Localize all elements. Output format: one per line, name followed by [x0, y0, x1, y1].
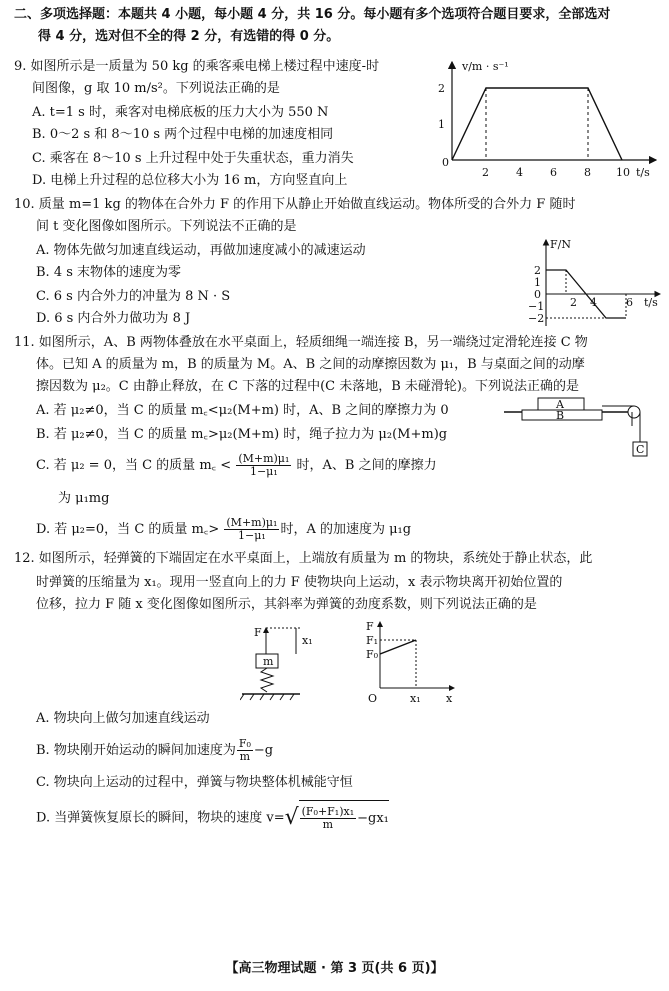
q11-option-c-line2: 为 μ₁mg [58, 491, 110, 506]
q11-option-d-numerator: (M+m)μ₁ [226, 516, 278, 529]
q10-ytick-neg1: −1 [528, 300, 545, 313]
q9-stem-line2: 间图像，g 取 10 m/s²。下列说法正确的是 [32, 81, 280, 96]
q12-fig-hatch-5 [280, 694, 284, 700]
q11-label-c: C [636, 443, 645, 456]
q12-fig-hatch-1 [240, 694, 244, 700]
q12-graph-f0-label: F₀ [366, 648, 379, 661]
q12-graph-x1-label: x₁ [410, 692, 421, 705]
q12-fig-mass-label: m [263, 655, 274, 668]
q9-xlabel: t/s [636, 166, 650, 179]
q9-ytick-1: 1 [438, 118, 445, 131]
q9-option-d: D. 电梯上升过程的总位移大小为 16 m，方向竖直向上 [32, 173, 348, 188]
q10-ytick-2: 2 [534, 264, 541, 277]
q9-xtick-10: 10 [616, 166, 630, 179]
q11-option-c-suffix: 时，A、B 之间的摩擦力 [292, 458, 437, 473]
q12-option-d [36, 800, 389, 836]
section-heading-line2: 得 4 分，选对但不全的得 2 分，有选错的得 0 分。 [38, 29, 340, 44]
q10-ytick-neg2: −2 [528, 312, 545, 325]
q12-option-d-radicand [299, 800, 389, 836]
q11-label-b: B [556, 409, 565, 422]
q12-graph-x-label: x [446, 692, 453, 705]
q10-xtick-2: 2 [570, 296, 577, 309]
q12-fig-hatch-3 [260, 694, 264, 700]
q12-option-a: A. 物块向上做匀加速直线运动 [36, 711, 210, 726]
q10-xtick-6: 6 [626, 296, 633, 309]
q9-xtick-8: 8 [584, 166, 591, 179]
q9-ytick-2: 2 [438, 82, 445, 95]
q9-origin: 0 [442, 156, 449, 169]
q12-force-line [380, 640, 416, 654]
q12-option-c: C. 物块向上运动的过程中，弹簧与物块整体机械能守恒 [36, 775, 353, 790]
q11-option-c-fraction [236, 453, 291, 478]
q12-option-b-prefix: B. 物块刚开始运动的瞬间加速度为 [36, 743, 236, 758]
q11-stem-line2: 体。已知 A 的质量为 m，B 的质量为 M。A、B 之间的动摩擦因数为 μ₁，B 与桌面之间的动摩 [36, 357, 585, 372]
q12-fig-force-label: F [254, 626, 262, 639]
q10-xlabel: t/s [644, 296, 658, 309]
q12-option-b-numerator: F₀ [238, 737, 251, 750]
q11-pulley [628, 406, 640, 418]
q10-force-time-graph [520, 236, 664, 332]
q11-stem-line3: 擦因数为 μ₂。C 由静止释放，在 C 下落的过程中(C 未落地，B 未碰滑轮)。下列说法正确的是 [36, 379, 579, 394]
q12-fig-spring [261, 668, 273, 692]
q9-velocity-time-graph [430, 56, 662, 196]
q9-stem-line1: 9. 如图所示是一质量为 50 kg 的乘客乘电梯上楼过程中速度-时 [14, 59, 380, 74]
q11-option-c-denominator: 1−μ₁ [249, 465, 278, 478]
q11-option-d-fraction [224, 517, 279, 542]
q11-option-d [36, 516, 411, 544]
section-heading-line1: 二、多项选择题：本题共 4 小题，每小题 4 分，共 16 分。每小题有多个选项符合题目要求，全部选对 [14, 7, 611, 22]
q10-xtick-4: 4 [590, 296, 597, 309]
q9-option-c: C. 乘客在 8～10 s 上升过程中处于失重状态，重力消失 [32, 151, 354, 166]
q11-option-b: B. 若 μ₂≠0，当 C 的质量 m꜀>μ₂(M+m) 时，绳子拉力为 μ₂(M+m)g [36, 427, 448, 442]
q12-fig-hatch-6 [290, 694, 294, 700]
q11-option-d-denominator: 1−μ₁ [238, 529, 266, 542]
q9-xtick-6: 6 [550, 166, 557, 179]
q11-option-a: A. 若 μ₂≠0，当 C 的质量 m꜀<μ₂(M+m) 时，A、B 之间的摩擦力为 0 [36, 403, 449, 418]
q10-stem-line1: 10. 质量 m=1 kg 的物体在合外力 F 的作用下从静止开始做直线运动。物体所受的合外力 F 随时 [14, 197, 576, 212]
q12-option-d-denominator: m [322, 818, 334, 831]
q11-pulley-figure [500, 396, 664, 476]
q12-option-d-prefix: D. 当弹簧恢复原长的瞬间，物块的速度 v= [36, 810, 285, 826]
q12-fig-hatch-4 [270, 694, 274, 700]
q12-option-d-sqrt-icon: √ [284, 805, 299, 830]
q9-option-a: A. t=1 s 时，乘客对电梯底板的压力大小为 550 N [32, 105, 329, 120]
q12-fig-x1-label: x₁ [302, 634, 313, 647]
q11-option-c-numerator: (M+m)μ₁ [238, 452, 290, 465]
page-footer: 【高三物理试题 · 第 3 页(共 6 页)】 [225, 961, 444, 976]
q10-ylabel: F/N [550, 238, 571, 251]
q9-xtick-4: 4 [516, 166, 523, 179]
q10-ytick-0: 0 [534, 288, 541, 301]
q11-option-c-prefix: C. 若 μ₂ = 0，当 C 的质量 m꜀ < [36, 458, 232, 473]
q12-graph-origin: O [368, 692, 378, 705]
q11-option-c [36, 452, 437, 480]
q12-option-b-denominator: m [239, 750, 251, 763]
q12-option-b [36, 736, 273, 766]
q12-spring-figure [240, 618, 330, 704]
q12-stem-line1: 12. 如图所示，轻弹簧的下端固定在水平桌面上，上端放有质量为 m 的物块，系统处于静止状态，此 [14, 551, 593, 566]
q10-option-a: A. 物体先做匀加速直线运动，再做加速度减小的减速运动 [36, 243, 366, 258]
q9-ylabel: v/m · s⁻¹ [462, 60, 509, 73]
q10-option-d: D. 6 s 内合外力做功为 8 J [36, 311, 191, 326]
q11-stem-line1: 11. 如图所示，A、B 两物体叠放在水平桌面上，轻质细绳一端连接 B，另一端绕过定滑轮连接 C 物 [14, 335, 588, 350]
q12-option-d-suffix: −gx₁ [357, 811, 389, 826]
q12-option-b-suffix: −g [253, 743, 274, 758]
q12-graph-f1-label: F₁ [366, 634, 379, 647]
q10-stem-line2: 间 t 变化图像如图所示。下列说法不正确的是 [36, 219, 297, 234]
q11-option-d-suffix: 时，A 的加速度为 μ₁g [280, 522, 412, 537]
q10-option-c: C. 6 s 内合外力的冲量为 8 N · S [36, 289, 231, 304]
q12-fig-hatch-2 [250, 694, 254, 700]
q9-option-b: B. 0～2 s 和 8～10 s 两个过程中电梯的加速度相同 [32, 127, 334, 142]
q12-stem-line3: 位移，拉力 F 随 x 变化图像如图所示，其斜率为弹簧的劲度系数，则下列说法正确的是 [36, 597, 537, 612]
q12-graph-f-label: F [366, 620, 374, 633]
q11-option-d-prefix: D. 若 μ₂=0，当 C 的质量 m꜀> [36, 522, 220, 537]
q12-force-displacement-graph [360, 618, 460, 708]
q12-option-b-fraction [237, 738, 253, 763]
q9-xtick-2: 2 [482, 166, 489, 179]
q11-label-a: A [556, 398, 564, 411]
q10-option-b: B. 4 s 末物体的速度为零 [36, 265, 182, 280]
q12-option-d-fraction [300, 806, 357, 831]
q12-option-d-numerator: (F₀+F₁)x₁ [301, 805, 355, 818]
q9-velocity-curve [452, 88, 622, 160]
q12-stem-line2: 时弹簧的压缩量为 x₁。现用一竖直向上的力 F 使物块向上运动，x 表示物块离开初始位置的 [36, 575, 563, 590]
q10-ytick-1: 1 [534, 276, 541, 289]
